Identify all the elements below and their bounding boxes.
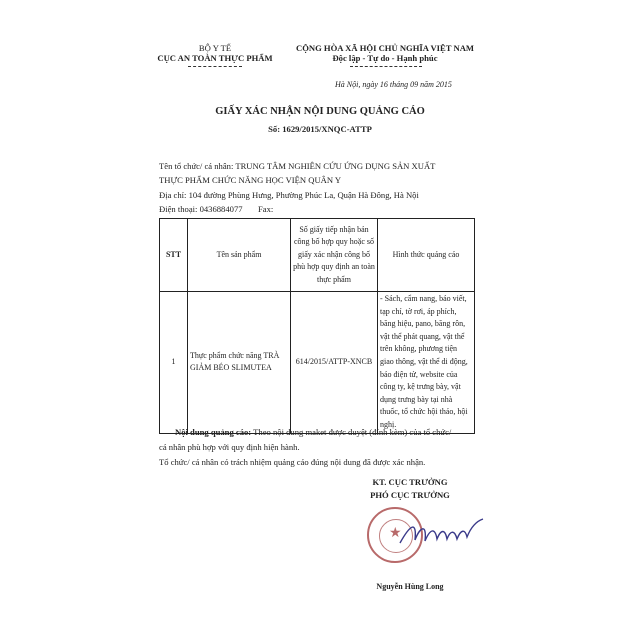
header-stt: STT [160, 219, 188, 292]
cell-stt: 1 [160, 292, 188, 434]
divider [188, 66, 242, 67]
content-text: Theo nội dung maket được duyệt (đính kèm) của tổ chức/ [251, 427, 452, 437]
content-label: Nội dung quảng cáo: [175, 427, 252, 437]
header-forms: Hình thức quảng cáo [378, 219, 475, 292]
responsibility-note: Tổ chức/ cá nhân có trách nhiệm quảng cáo đúng nội dung đã được xác nhận. [159, 457, 426, 467]
org-name-line2: THỰC PHẨM CHỨC NĂNG HỌC VIỆN QUÂN Y [159, 175, 342, 185]
cell-cert: 614/2015/ATTP-XNCB [291, 292, 378, 434]
signer-name: Nguyễn Hùng Long [376, 582, 444, 591]
product-table [159, 218, 475, 434]
ministry-name: BỘ Y TẾ [198, 43, 232, 53]
motto: Độc lập - Tự do - Hạnh phúc [332, 53, 438, 63]
cell-product: Thực phẩm chức năng TRÀ GIẢM BÉO SLIMUTEA [188, 292, 291, 434]
country-name: CỘNG HÒA XÃ HỘI CHỦ NGHĨA VIỆT NAM [295, 43, 475, 53]
signer-title2: PHÓ CỤC TRƯỞNG [370, 490, 450, 500]
content-line2: cá nhân phù hợp với quy định hiện hành. [159, 442, 300, 452]
content-line1 [175, 427, 451, 437]
table-row [160, 292, 475, 434]
agency-name: CỤC AN TOÀN THỰC PHẨM [157, 53, 273, 63]
handwritten-signature [395, 515, 485, 555]
org-phone: Điện thoại: 0436884077 [159, 204, 243, 214]
document-title: GIẤY XÁC NHẬN NỘI DUNG QUẢNG CÁO [215, 106, 425, 117]
official-stamp: ★ [367, 507, 423, 563]
org-fax: Fax: [258, 204, 274, 214]
org-address: Địa chỉ: 104 đường Phùng Hưng, Phường Phúc La, Quận Hà Đông, Hà Nội [159, 190, 419, 200]
cell-forms: - Sách, cẩm nang, báo viết, tạp chí, tờ rơi, áp phích, băng hiệu, pano, băng rôn, vật thể phát quang, vật thể trên không, phương tiện giao thông, vật thể di động, báo điện tử, website của công ty, kệ trưng bày, vật dụng trưng bày tại nhà thuốc, tổ chức hội thảo, hội nghị. [378, 292, 475, 434]
signer-title1: KT. CỤC TRƯỞNG [372, 477, 448, 487]
divider [350, 66, 422, 67]
document-number: Số: 1629/2015/XNQC-ATTP [268, 124, 372, 134]
table-header-row [160, 219, 475, 292]
issue-date: Hà Nội, ngày 16 tháng 09 năm 2015 [335, 80, 452, 89]
header-cert: Số giấy tiếp nhận bản công bố hợp quy hoặc số giấy xác nhận công bố phù hợp quy định an toàn thực phẩm [291, 219, 378, 292]
org-name-line1: Tên tổ chức/ cá nhân: TRUNG TÂM NGHIÊN CỨU ỨNG DỤNG SẢN XUẤT [159, 161, 436, 171]
header-product: Tên sản phẩm [188, 219, 291, 292]
